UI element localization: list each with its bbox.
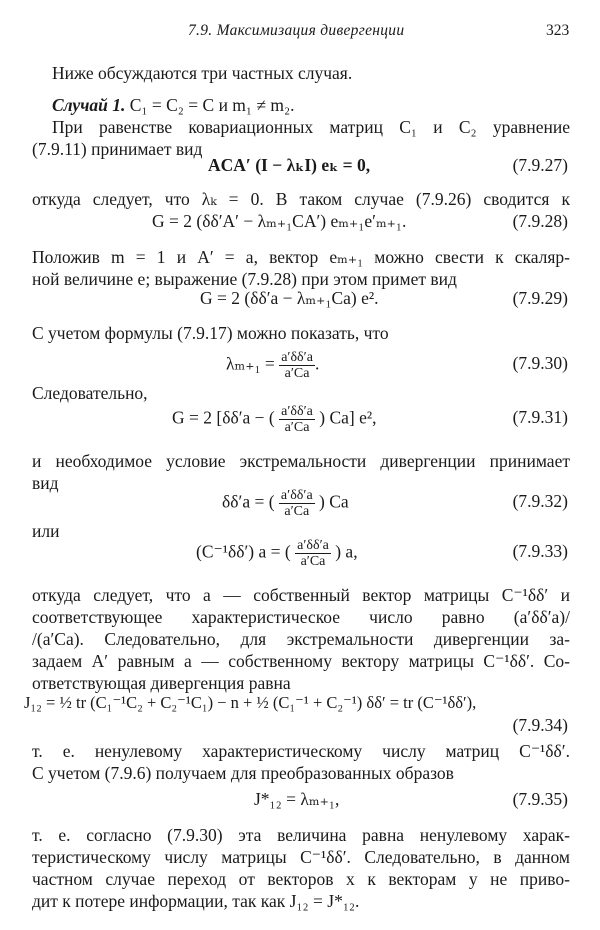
text-line: ной величине e; выражение (7.9.28) при этом примет вид bbox=[32, 269, 457, 289]
text-line: частном случае переход от векторов x к векторам y не приво- bbox=[32, 869, 570, 889]
text-line: (7.9.11) принимает вид bbox=[32, 139, 203, 159]
fraction-denominator: a′Ca bbox=[284, 504, 310, 519]
equation-7-9-29: G = 2 (δδ′a − λₘ₊₁Ca) e². bbox=[200, 288, 379, 308]
equation-number: (7.9.32) bbox=[512, 491, 568, 511]
equation-number: (7.9.33) bbox=[512, 541, 568, 561]
equation-number: (7.9.35) bbox=[512, 789, 568, 809]
equation-number: (7.9.34) bbox=[512, 715, 568, 735]
fraction-numerator: a′δδ′a bbox=[297, 538, 329, 553]
case-heading bbox=[52, 94, 590, 116]
equation-7-9-30 bbox=[226, 350, 319, 381]
eq-part: ) Ca bbox=[319, 491, 349, 512]
text-line: т. е. ненулевому характеристическому числу матриц C⁻¹δδ′. bbox=[32, 741, 570, 761]
text-line: С учетом (7.9.6) получаем для преобразованных образов bbox=[32, 763, 454, 783]
fraction-numerator: a′δδ′a bbox=[281, 404, 313, 419]
fraction bbox=[279, 488, 315, 519]
text-line: дит к потере информации, так как J₁₂ = J*₁₂. bbox=[32, 891, 360, 911]
text-line: При равенстве ковариационных матриц C₁ и C₂ уравнение bbox=[52, 117, 570, 137]
eq-part: (C⁻¹δδ′) a = ( bbox=[196, 541, 291, 562]
text-line: откуда следует, что λₖ = 0. В таком случае (7.9.26) сводится к bbox=[32, 189, 570, 209]
text-line: Ниже обсуждаются три частных случая. bbox=[52, 63, 353, 83]
text-line: или bbox=[32, 521, 60, 541]
equation-number: (7.9.29) bbox=[512, 288, 568, 308]
equation-number: (7.9.27) bbox=[512, 155, 568, 175]
running-title: 7.9. Максимизация дивергенции bbox=[188, 22, 405, 39]
equation-7-9-32 bbox=[222, 488, 349, 519]
fraction bbox=[279, 350, 315, 381]
equation-number: (7.9.31) bbox=[512, 407, 568, 427]
fraction bbox=[295, 538, 331, 569]
text-line: и необходимое условие экстремальности дивергенции принимает bbox=[32, 451, 570, 471]
text-line: т. е. согласно (7.9.30) эта величина равна ненулевому харак- bbox=[32, 825, 570, 845]
text-line: откуда следует, что a — собственный вектор матрицы C⁻¹δδ′ и bbox=[32, 585, 570, 605]
equation-7-9-35: J*₁₂ = λₘ₊₁, bbox=[254, 789, 340, 809]
page-number: 323 bbox=[546, 22, 570, 39]
case-condition: C₁ = C₂ = C и m₁ ≠ m₂. bbox=[129, 95, 295, 115]
text-line: вид bbox=[32, 473, 59, 493]
equation-7-9-27: ACA′ (I − λₖI) eₖ = 0, bbox=[208, 155, 371, 175]
text-line: теристическому числу матрицы C⁻¹δδ′. Следовательно, в данном bbox=[32, 847, 570, 867]
text-line: соответствующее характеристическое число равно (a′δδ′a)/ bbox=[32, 607, 570, 627]
equation-number: (7.9.28) bbox=[512, 211, 568, 231]
fraction bbox=[279, 404, 315, 435]
equation-number: (7.9.30) bbox=[512, 353, 568, 373]
eq-part: G = 2 [δδ′a − ( bbox=[172, 407, 275, 428]
fraction-denominator: a′Ca bbox=[284, 420, 310, 435]
eq-part: ) a, bbox=[335, 541, 358, 562]
fraction-numerator: a′δδ′a bbox=[281, 350, 313, 365]
equation-7-9-28: G = 2 (δδ′A′ − λₘ₊₁CA′) eₘ₊₁e′ₘ₊₁. bbox=[152, 211, 407, 231]
eq-part: δδ′a = ( bbox=[222, 491, 275, 512]
equation-7-9-33 bbox=[196, 538, 358, 569]
eq-part: ) Ca] e², bbox=[319, 407, 377, 428]
text-line: С учетом формулы (7.9.17) можно показать, что bbox=[32, 323, 389, 343]
eq-tail: . bbox=[314, 353, 320, 374]
text-line: ответствующая дивергенция равна bbox=[32, 673, 291, 693]
equation-7-9-31 bbox=[172, 404, 376, 435]
case-label: Случай 1. bbox=[52, 95, 126, 115]
running-header bbox=[0, 22, 600, 44]
eq-lhs: λₘ₊₁ = bbox=[226, 353, 275, 374]
fraction-denominator: a′Ca bbox=[284, 366, 310, 381]
fraction-denominator: a′Ca bbox=[300, 554, 326, 569]
fraction-numerator: a′δδ′a bbox=[280, 488, 313, 503]
text-line: /(a′Ca). Следовательно, для экстремальности дивергенции за- bbox=[32, 629, 570, 649]
text-line: задаем A′ равным a — собственному вектору матрицы C⁻¹δδ′. Со- bbox=[32, 651, 570, 671]
text-line: Следовательно, bbox=[32, 383, 148, 403]
text-line: Положив m = 1 и A′ = a, вектор eₘ₊₁ можно свести к скаляр- bbox=[32, 247, 570, 267]
equation-7-9-34: J₁₂ = ½ tr (C₁⁻¹C₂ + C₂⁻¹C₁) − n + ½ (C₁⁻¹ + C₂⁻¹) δδ′ = tr (C⁻¹δδ′), bbox=[24, 693, 477, 712]
